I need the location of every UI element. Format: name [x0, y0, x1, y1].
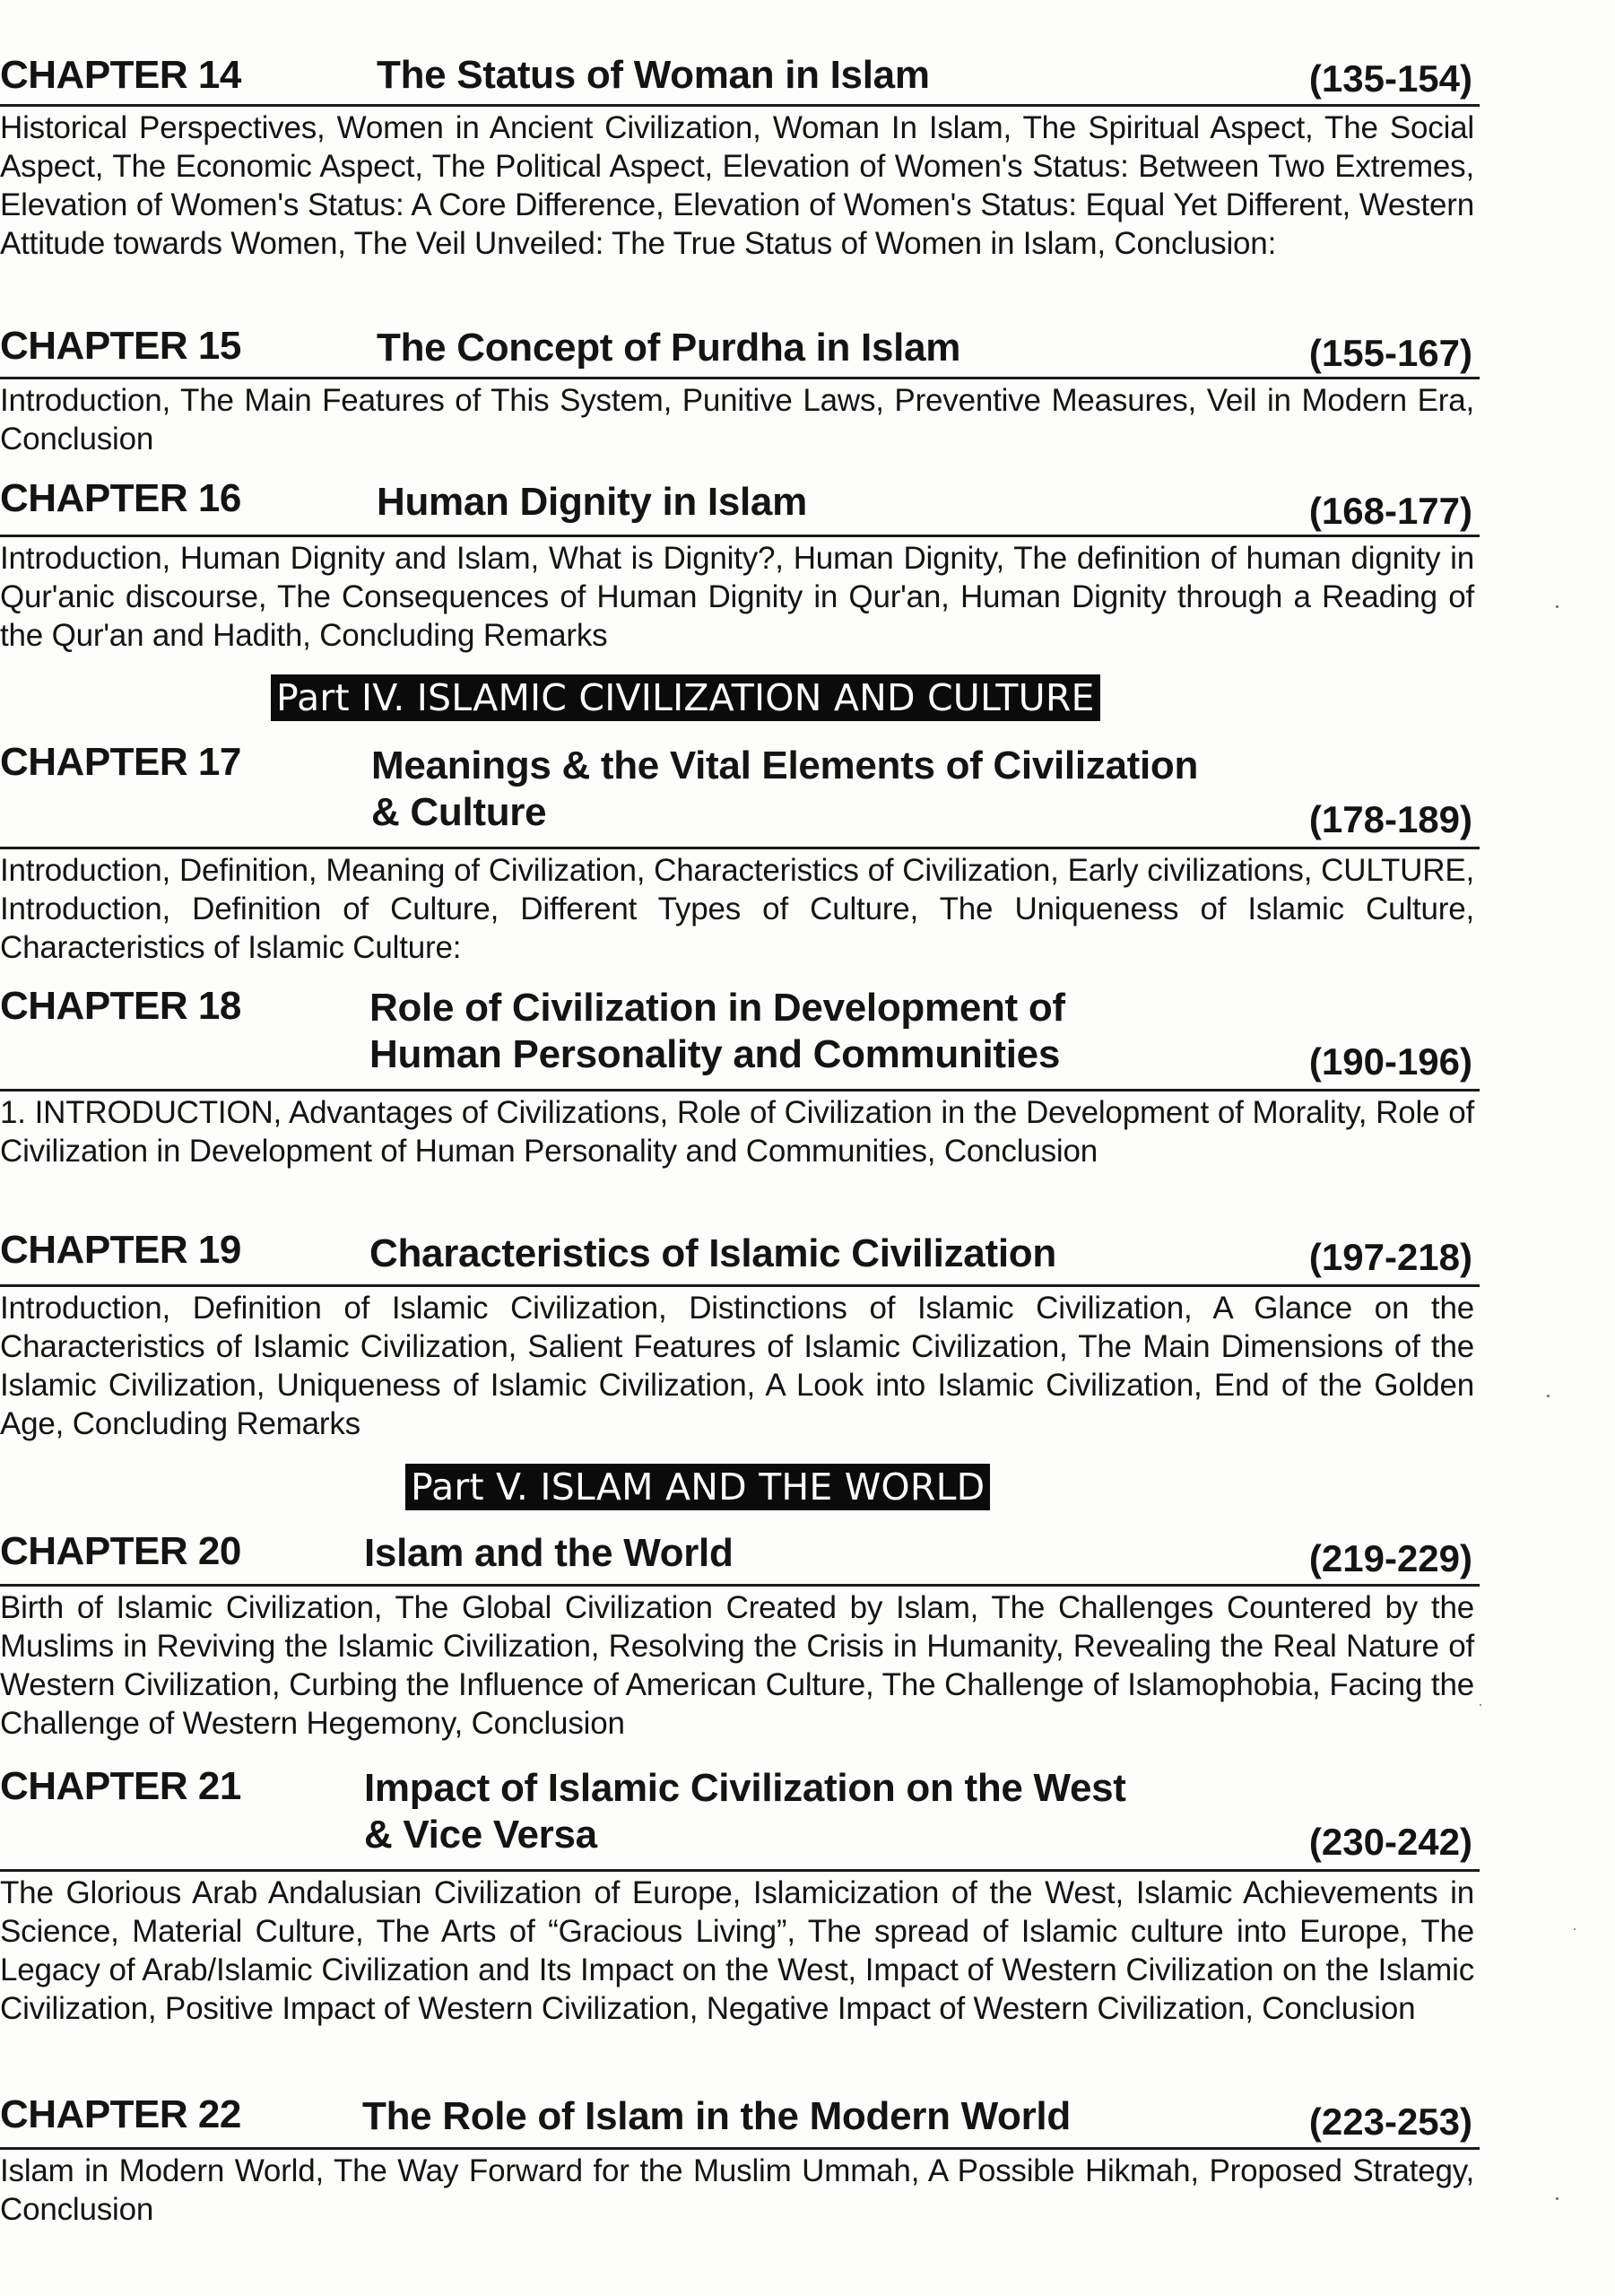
- chapter-17-entry: [0, 737, 1480, 967]
- chapter-topics: Introduction, The Main Features of This System, Punitive Laws, Preventive Measures, Veil in Modern Era, Conclusion: [0, 383, 1474, 457]
- part-title: Part V. ISLAM AND THE WORLD: [411, 1465, 985, 1509]
- scan-speck: [1574, 1928, 1576, 1930]
- chapter-14-heading: [0, 45, 1480, 107]
- chapter-15-entry: [0, 319, 1480, 458]
- chapter-22-heading: [0, 2088, 1480, 2150]
- chapter-18-heading: [0, 981, 1480, 1091]
- chapter-15-heading: [0, 319, 1480, 379]
- chapter-20-entry: [0, 1525, 1480, 1743]
- chapter-topics: 1. INTRODUCTION, Advantages of Civilizations, Role of Civilization in the Development of Morality, Role of Civilization in Development of Human Personality and Communities, Conclusion: [0, 1095, 1474, 1169]
- chapter-page-range: (223-253): [1308, 2100, 1472, 2143]
- chapter-number: CHAPTER 21: [0, 1764, 241, 1808]
- chapter-title: [377, 52, 930, 99]
- chapter-title: [364, 1765, 1126, 1858]
- chapter-number: CHAPTER 20: [0, 1529, 241, 1573]
- chapter-topics: Historical Perspectives, Women in Ancient Civilization, Woman In Islam, The Spiritual Aspect, The Social Aspect, The Economic Aspect, The Political Aspect, Elevation of Women's Status: Between Two Extremes, Elevation of Women's Status: A Core Difference, Elevation of Women's Status: Equal Yet Different, Western Attitude towards Women, The Veil Unveiled: The True Status of Women in Islam, Conclusion:: [0, 110, 1474, 261]
- chapter-title-line: The Role of Islam in the Modern World: [362, 2094, 1071, 2138]
- chapter-number: CHAPTER 17: [0, 740, 241, 784]
- chapter-page-range: (230-242): [1308, 1821, 1472, 1863]
- chapter-title: [369, 985, 1065, 1078]
- chapter-number: CHAPTER 18: [0, 984, 241, 1028]
- chapter-page-range: (178-189): [1308, 798, 1472, 840]
- chapter-topics: Introduction, Human Dignity and Islam, What is Dignity?, Human Dignity, The definition of human dignity in Qur'anic discourse, The Consequences of Human Dignity in Qur'an, Human Dignity through a Reading of the Qur'an and Hadith, Concluding Remarks: [0, 541, 1474, 653]
- chapter-page-range: (155-167): [1308, 332, 1472, 374]
- chapter-17-heading: [0, 737, 1480, 849]
- chapter-page-range: (168-177): [1308, 490, 1472, 532]
- chapter-21-entry: [0, 1763, 1480, 2028]
- chapter-title-line: & Culture: [371, 790, 547, 834]
- chapter-18-entry: [0, 981, 1480, 1170]
- chapter-page-range: (219-229): [1308, 1537, 1472, 1579]
- chapter-topics: Birth of Islamic Civilization, The Global Civilization Created by Islam, The Challenges Countered by the Muslims in Reviving the Islamic Civilization, Resolving the Crisis in Humanity, Revealing the Real Nature of Western Civilization, Curbing the Influence of American Culture, The Challenge of Islamophobia, Facing the Challenge of Western Hegemony, Conclusion: [0, 1590, 1474, 1741]
- chapter-22-entry: [0, 2088, 1480, 2229]
- chapter-20-heading: [0, 1525, 1480, 1587]
- scan-speck: [1547, 1395, 1550, 1397]
- chapter-topics: Introduction, Definition of Islamic Civilization, Distinctions of Islamic Civilization, A Glance on the Characteristics of Islamic Civilization, Salient Features of Islamic Civilization, The Main Dimensions of the Islamic Civilization, Uniqueness of Islamic Civilization, A Look into Islamic Civilization, End of the Golden Age, Concluding Remarks: [0, 1291, 1474, 1441]
- chapter-title-line: Characteristics of Islamic Civilization: [369, 1231, 1056, 1275]
- scan-speck: [1480, 1704, 1481, 1706]
- chapter-number: CHAPTER 15: [0, 324, 241, 368]
- chapter-page-range: (190-196): [1308, 1040, 1472, 1083]
- chapter-number: CHAPTER 14: [0, 53, 241, 97]
- chapter-title-line: Meanings & the Vital Elements of Civilization: [371, 744, 1199, 787]
- chapter-title-line: Islam and the World: [364, 1531, 734, 1575]
- chapter-title: [377, 479, 807, 526]
- chapter-title: [377, 325, 960, 371]
- chapter-topics: The Glorious Arab Andalusian Civilization of Europe, Islamicization of the West, Islamic Achievements in Science, Material Culture, The Arts of “Gracious Living”, The spread of Islamic culture into Europe, The Legacy of Arab/Islamic Civilization and Its Impact on the West, Impact of Western Civilization on the Islamic Civilization, Positive Impact of Western Civilization, Negative Impact of Western Civilization, Conclusion: [0, 1875, 1474, 2026]
- scan-speck: [1556, 2197, 1559, 2200]
- part-v-banner: [405, 1464, 990, 1510]
- chapter-title: [362, 2093, 1071, 2140]
- chapter-title: [364, 1530, 734, 1577]
- chapter-title: [371, 743, 1198, 836]
- chapter-16-heading: [0, 475, 1480, 537]
- chapter-title-line: Human Personality and Communities: [369, 1032, 1061, 1076]
- chapter-title-line: & Vice Versa: [364, 1813, 597, 1857]
- chapter-19-entry: [0, 1225, 1480, 1443]
- chapter-title-line: Impact of Islamic Civilization on the West: [364, 1766, 1126, 1810]
- chapter-page-range: (135-154): [1308, 57, 1472, 100]
- part-iv-banner: [271, 674, 1100, 721]
- chapter-title-line: Human Dignity in Islam: [377, 480, 807, 524]
- chapter-21-heading: [0, 1763, 1480, 1872]
- part-title: Part IV. ISLAMIC CIVILIZATION AND CULTURE: [276, 676, 1095, 719]
- chapter-number: CHAPTER 22: [0, 2092, 241, 2136]
- chapter-number: CHAPTER 19: [0, 1228, 241, 1272]
- chapter-topics: Introduction, Definition, Meaning of Civilization, Characteristics of Civilization, Early civilizations, CULTURE, Introduction, Definition of Culture, Different Types of Culture, The Uniqueness of Islamic Culture, Characteristics of Islamic Culture:: [0, 853, 1474, 965]
- chapter-topics: Islam in Modern World, The Way Forward for the Muslim Ummah, A Possible Hikmah, Proposed Strategy, Conclusion: [0, 2153, 1474, 2227]
- chapter-title-line: Role of Civilization in Development of: [369, 986, 1065, 1030]
- chapter-page-range: (197-218): [1308, 1236, 1472, 1278]
- chapter-19-heading: [0, 1225, 1480, 1287]
- chapter-title-line: The Status of Woman in Islam: [377, 53, 930, 97]
- chapter-number: CHAPTER 16: [0, 476, 241, 520]
- chapter-14-entry: [0, 45, 1480, 263]
- chapter-title: [369, 1231, 1056, 1277]
- scan-speck: [1556, 605, 1559, 608]
- chapter-16-entry: [0, 475, 1480, 655]
- chapter-title-line: The Concept of Purdha in Islam: [377, 326, 961, 370]
